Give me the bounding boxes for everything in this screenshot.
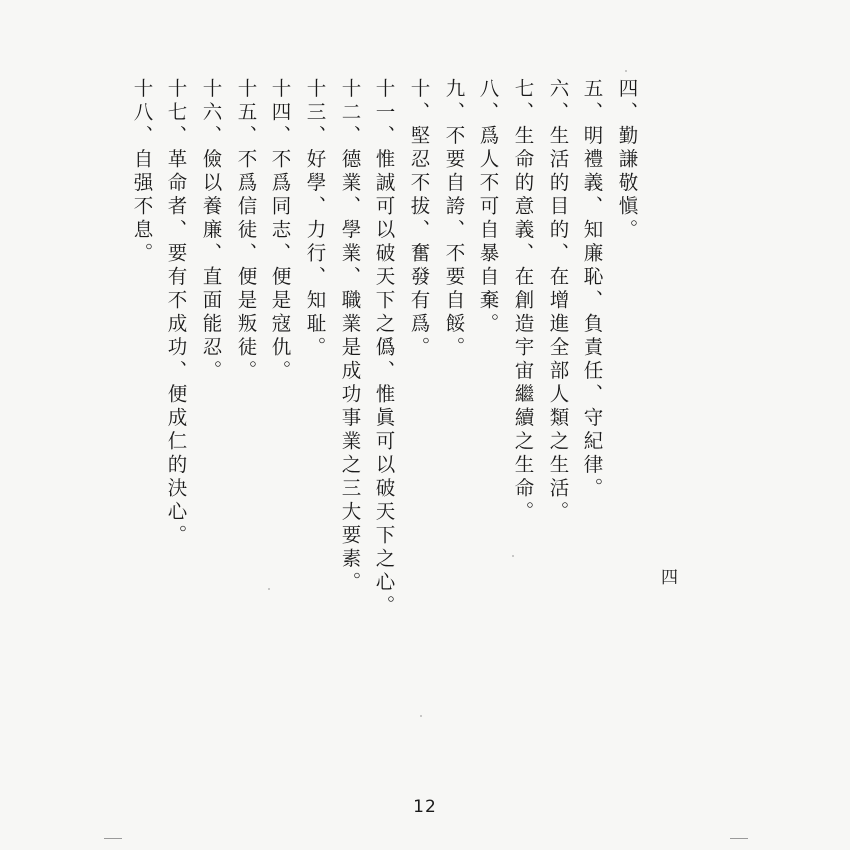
crop-mark-right (730, 838, 748, 839)
text-line-14: 十四、不爲同志、便是寇仇。 (268, 78, 292, 384)
text-line-15: 十五、不爲信徒、便是叛徒。 (234, 78, 258, 384)
text-line-9: 九、不要自誇、不要自餒。 (442, 78, 466, 360)
text-line-8: 八、爲人不可自暴自棄。 (476, 78, 500, 337)
text-line-11: 十一、惟誠可以破天下之僞、惟眞可以破天下之心。 (372, 78, 396, 619)
crop-mark-left (104, 838, 122, 839)
text-line-17: 十七、革命者、要有不成功、便成仁的決心。 (164, 78, 188, 548)
page-number: 12 (413, 797, 437, 817)
scan-speck (268, 588, 270, 590)
text-line-16: 十六、儉以養廉、直面能忍。 (199, 78, 223, 384)
text-line-5: 五、明禮義、知廉恥、負責任、守紀律。 (580, 78, 604, 501)
scan-speck (625, 70, 627, 72)
text-line-4: 四、勤謙敬愼。 (615, 78, 639, 243)
text-line-13: 十三、好學、力行、知耻。 (303, 78, 327, 360)
scan-speck (420, 715, 422, 717)
chinese-folio-number: 四 (657, 568, 677, 585)
text-line-12: 十二、德業、學業、職業是成功事業之三大要素。 (338, 78, 362, 595)
text-line-10: 十、堅忍不拔、奮發有爲。 (407, 78, 431, 360)
text-line-7: 七、生命的意義、在創造宇宙繼續之生命。 (511, 78, 535, 525)
text-line-6: 六、生活的目的、在增進全部人類之生活。 (546, 78, 570, 525)
scan-speck (512, 555, 514, 557)
text-line-18: 十八、自强不息。 (130, 78, 154, 266)
